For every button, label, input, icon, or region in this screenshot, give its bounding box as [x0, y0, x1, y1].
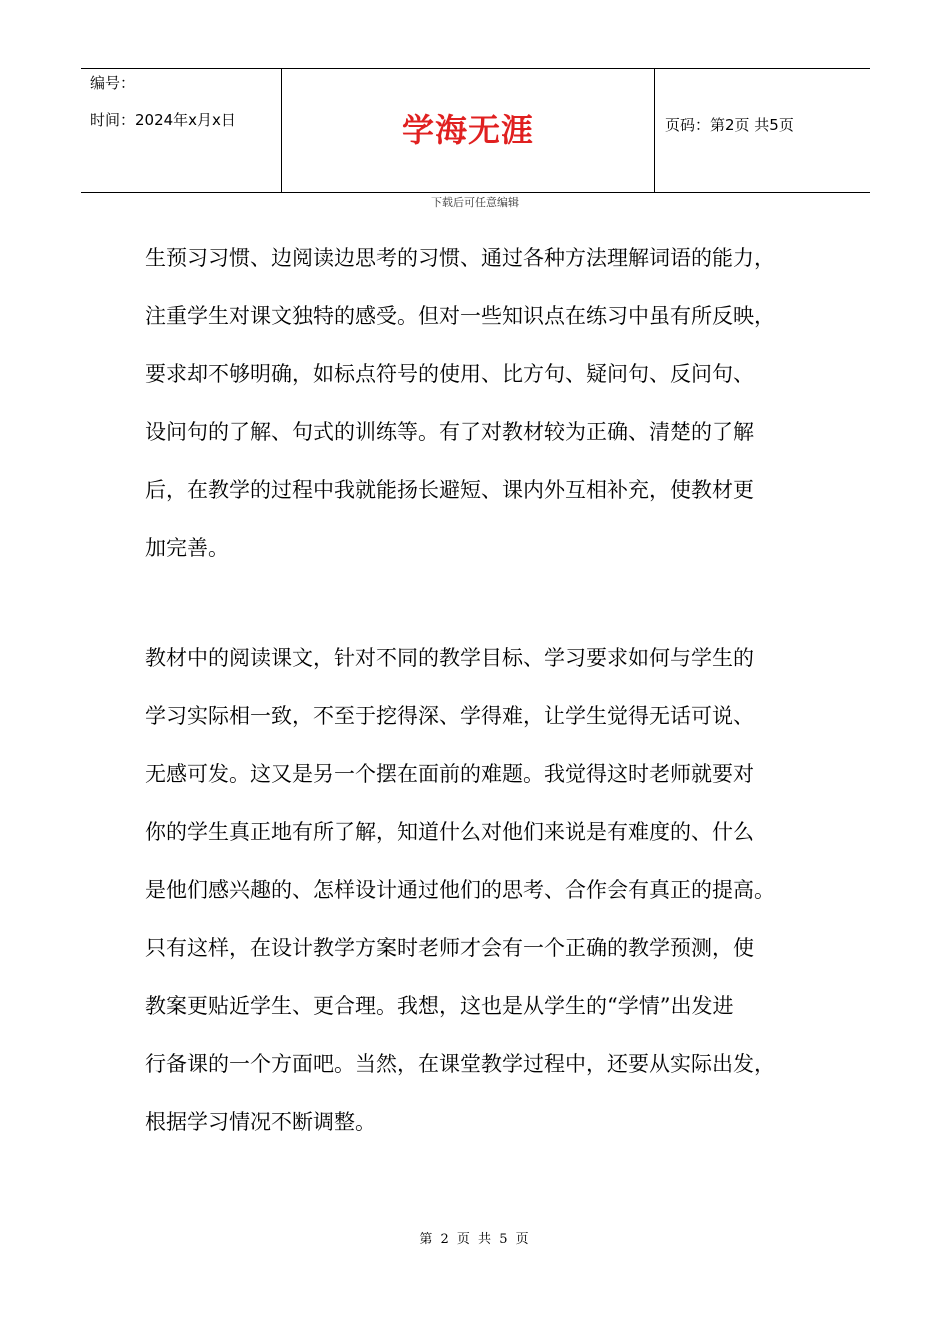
text-line: 根据学习情况不断调整。	[145, 1110, 376, 1134]
time-label: 时间：2024年x月x日	[90, 111, 236, 129]
text-line: 加完善。	[145, 536, 229, 560]
page-label: 页码：第2页 共5页	[665, 116, 794, 134]
text-line: 后，在教学的过程中我就能扬长避短、课内外互相补充，使教材更	[145, 478, 754, 502]
header-brand-cell	[281, 69, 655, 193]
header-right-cell	[655, 69, 870, 193]
text-line: 生预习习惯、边阅读边思考的习惯、通过各种方法理解词语的能力，	[145, 246, 775, 270]
brand-title: 学海无涯	[401, 111, 534, 149]
text-line: 是他们感兴趣的、怎样设计通过他们的思考、合作会有真正的提高。	[145, 878, 775, 902]
paragraph-2	[145, 629, 825, 1151]
number-label: 编号：	[90, 74, 136, 92]
text-line: 无感可发。这又是另一个摆在面前的难题。我觉得这时老师就要对	[145, 762, 754, 786]
text-line: 设问句的了解、句式的训练等。有了对教材较为正确、清楚的了解	[145, 420, 754, 444]
header-left-cell	[81, 69, 281, 193]
text-line: 学习实际相一致，不至于挖得深、学得难，让学生觉得无话可说、	[145, 704, 754, 728]
header-table	[81, 68, 870, 193]
text-line: 教案更贴近学生、更合理。我想，这也是从学生的“学情”出发进	[145, 994, 734, 1018]
text-line: 注重学生对课文独特的感受。但对一些知识点在练习中虽有所反映，	[145, 304, 775, 328]
page-footer: 第 2 页 共 5 页	[419, 1232, 531, 1247]
text-line: 你的学生真正地有所了解，知道什么对他们来说是有难度的、什么	[145, 820, 754, 844]
editable-note: 下载后可任意编辑	[431, 196, 519, 209]
text-line: 教材中的阅读课文，针对不同的教学目标、学习要求如何与学生的	[145, 646, 754, 670]
text-line: 行备课的一个方面吧。当然，在课堂教学过程中，还要从实际出发，	[145, 1052, 775, 1076]
paragraph-1	[145, 229, 825, 577]
text-line: 要求却不够明确，如标点符号的使用、比方句、疑问句、反问句、	[145, 362, 754, 386]
text-line: 只有这样，在设计教学方案时老师才会有一个正确的教学预测，使	[145, 936, 754, 960]
